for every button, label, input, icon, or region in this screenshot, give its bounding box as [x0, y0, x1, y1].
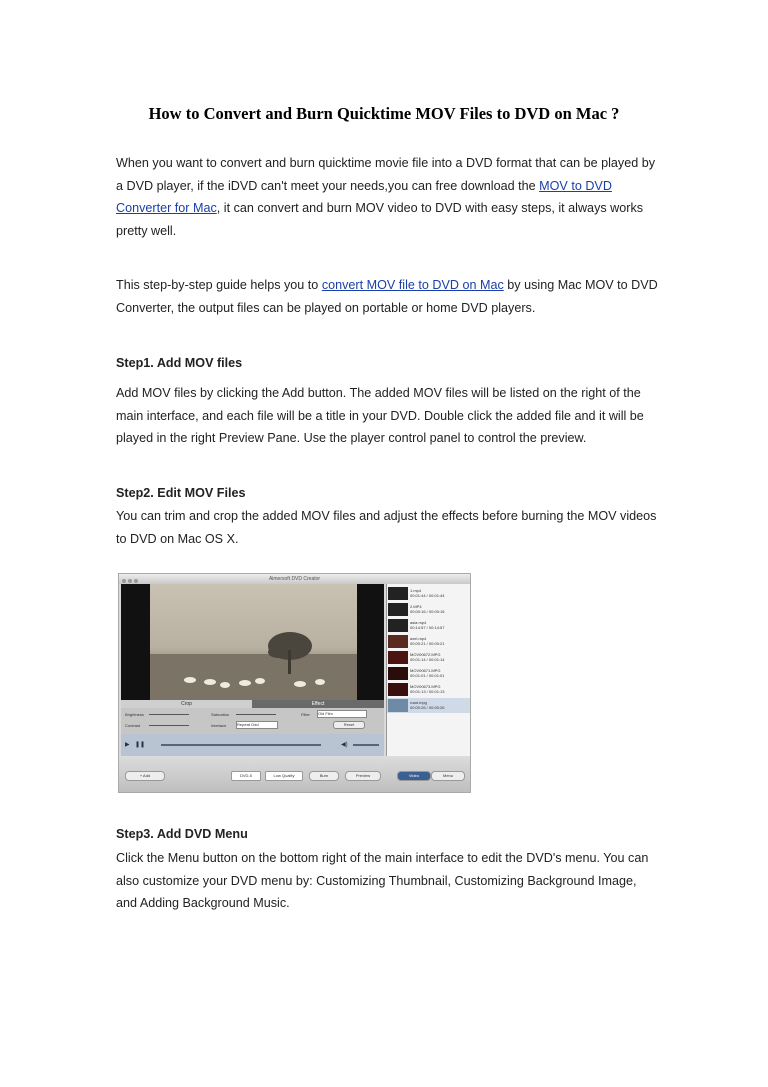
file-duration: 00:01:14 / 00:01:14 [410, 657, 445, 662]
burn-button[interactable]: Burn [309, 771, 339, 781]
filter-select[interactable]: Old Film [317, 710, 367, 718]
file-name: asia.mp4 [410, 620, 427, 625]
saturation-label: Saturation [211, 712, 230, 717]
window-title: Aimersoft DVD Creator [268, 576, 321, 582]
file-duration: 00:14:57 / 00:14:57 [410, 625, 445, 630]
menu-button[interactable]: Menu [431, 771, 465, 781]
dvd-creator-screenshot [118, 573, 471, 793]
contrast-label: Contrast [125, 723, 141, 728]
file-thumbnail [388, 683, 408, 696]
quality-select[interactable]: Low Quality [265, 771, 303, 781]
file-list [386, 584, 471, 756]
mov-to-dvd-converter-link[interactable]: MOV to DVD Converter for Mac [116, 178, 612, 216]
interlace-select[interactable]: Repeat Odd [236, 721, 278, 729]
add-button-label: Add [143, 773, 151, 778]
file-name: axel.mp4 [410, 636, 427, 641]
pause-icon[interactable]: ❚❚ [135, 742, 146, 748]
file-duration: 00:01:13 / 00:01:13 [410, 689, 445, 694]
landscape-image [150, 584, 357, 700]
interlace-label: Interlace [211, 723, 227, 728]
add-button[interactable]: + Add [125, 771, 165, 781]
file-duration: 00:00:16 / 00:00:16 [410, 609, 445, 614]
file-name: 1.mp4 [410, 588, 422, 593]
intro-paragraph [116, 152, 661, 242]
file-thumbnail [388, 667, 408, 680]
file-item[interactable] [387, 634, 471, 649]
effect-sliders [121, 708, 384, 734]
intro-text-before: When you want to convert and burn quicktime movie file into a DVD format that can be played by a DVD player, if the iDVD can't meet your needs,you can free download the [116, 156, 656, 193]
guide-paragraph [116, 274, 661, 319]
file-name: road.mpg [410, 700, 427, 705]
file-item[interactable] [387, 666, 471, 681]
volume-icon[interactable]: ◀) [341, 742, 348, 748]
preview-button[interactable]: Preview [345, 771, 381, 781]
convert-mov-link[interactable]: convert MOV file to DVD on Mac [321, 278, 504, 292]
video-button[interactable]: Video [397, 771, 431, 781]
file-duration: 00:00:21 / 00:00:21 [410, 641, 445, 646]
file-name: MOV00671.MPG [410, 668, 441, 673]
step1-text: Add MOV files by clicking the Add button. The added MOV files will be listed on the right of the main interface, and each file will be a title in your DVD. Double click the added file and it will be played in the right Preview Pane. Use the player control panel to control the preview. [116, 386, 644, 446]
step3-text: Click the Menu button on the bottom right of the main interface to edit the DVD's menu. You can also customize your DVD menu by: Customizing Thumbnail, Customizing Background Image, and Adding Background Music. [116, 851, 649, 911]
filter-label: Filter [301, 712, 310, 717]
file-duration: 00:01:01 / 00:01:01 [410, 673, 445, 678]
player-control-panel [121, 734, 384, 756]
file-item[interactable] [387, 602, 471, 617]
contrast-slider[interactable] [149, 725, 189, 726]
brightness-slider[interactable] [149, 714, 189, 715]
brightness-label: Brightness [125, 712, 144, 717]
file-name: MOV00672.MPG [410, 652, 441, 657]
file-duration: 00:00:26 / 00:00:26 [410, 705, 445, 710]
play-icon[interactable]: ▶ [125, 742, 130, 748]
document-title: How to Convert and Burn Quicktime MOV Files to DVD on Mac ? [148, 104, 620, 123]
file-thumbnail [388, 603, 408, 616]
seek-slider[interactable] [161, 744, 321, 746]
intro-text-after: , it can convert and burn MOV video to DVD with easy steps, it always works pretty well. [116, 201, 644, 238]
dvd-type-select[interactable]: DVD-5 [231, 771, 261, 781]
file-item[interactable] [387, 650, 471, 665]
step2-text: You can trim and crop the added MOV files and adjust the effects before burning the MOV videos to DVD on Mac OS X. [116, 509, 657, 546]
step2-heading: Step2. Edit MOV Files [116, 486, 246, 500]
file-thumbnail [388, 587, 408, 600]
guide-text-before: This step-by-step guide helps you to [116, 278, 322, 292]
file-item[interactable] [387, 586, 471, 601]
reset-button[interactable]: Reset [333, 721, 365, 729]
saturation-slider[interactable] [236, 714, 276, 715]
file-duration: 00:01:44 / 00:01:44 [410, 593, 445, 598]
edit-panel [121, 700, 384, 756]
volume-slider[interactable] [353, 744, 379, 746]
tab-effect[interactable]: Effect [252, 700, 384, 708]
file-thumbnail [388, 699, 408, 712]
file-item[interactable] [387, 682, 471, 697]
preview-pane [121, 584, 384, 700]
step1-heading: Step1. Add MOV files [116, 356, 243, 370]
file-item[interactable] [387, 618, 471, 633]
tab-crop[interactable]: Crop [121, 700, 252, 708]
file-thumbnail [388, 619, 408, 632]
file-name: MOV00673.MPG [410, 684, 441, 689]
file-item-selected[interactable] [387, 698, 471, 713]
step3-heading: Step3. Add DVD Menu [116, 827, 248, 841]
file-thumbnail [388, 651, 408, 664]
video-frame [150, 584, 357, 700]
window-titlebar [119, 574, 470, 584]
file-name: 2.MP4 [410, 604, 422, 609]
file-thumbnail [388, 635, 408, 648]
bottom-toolbar [119, 756, 470, 793]
guide-text-after: by using Mac MOV to DVD Converter, the output files can be played on portable or home DVD players. [116, 278, 658, 315]
